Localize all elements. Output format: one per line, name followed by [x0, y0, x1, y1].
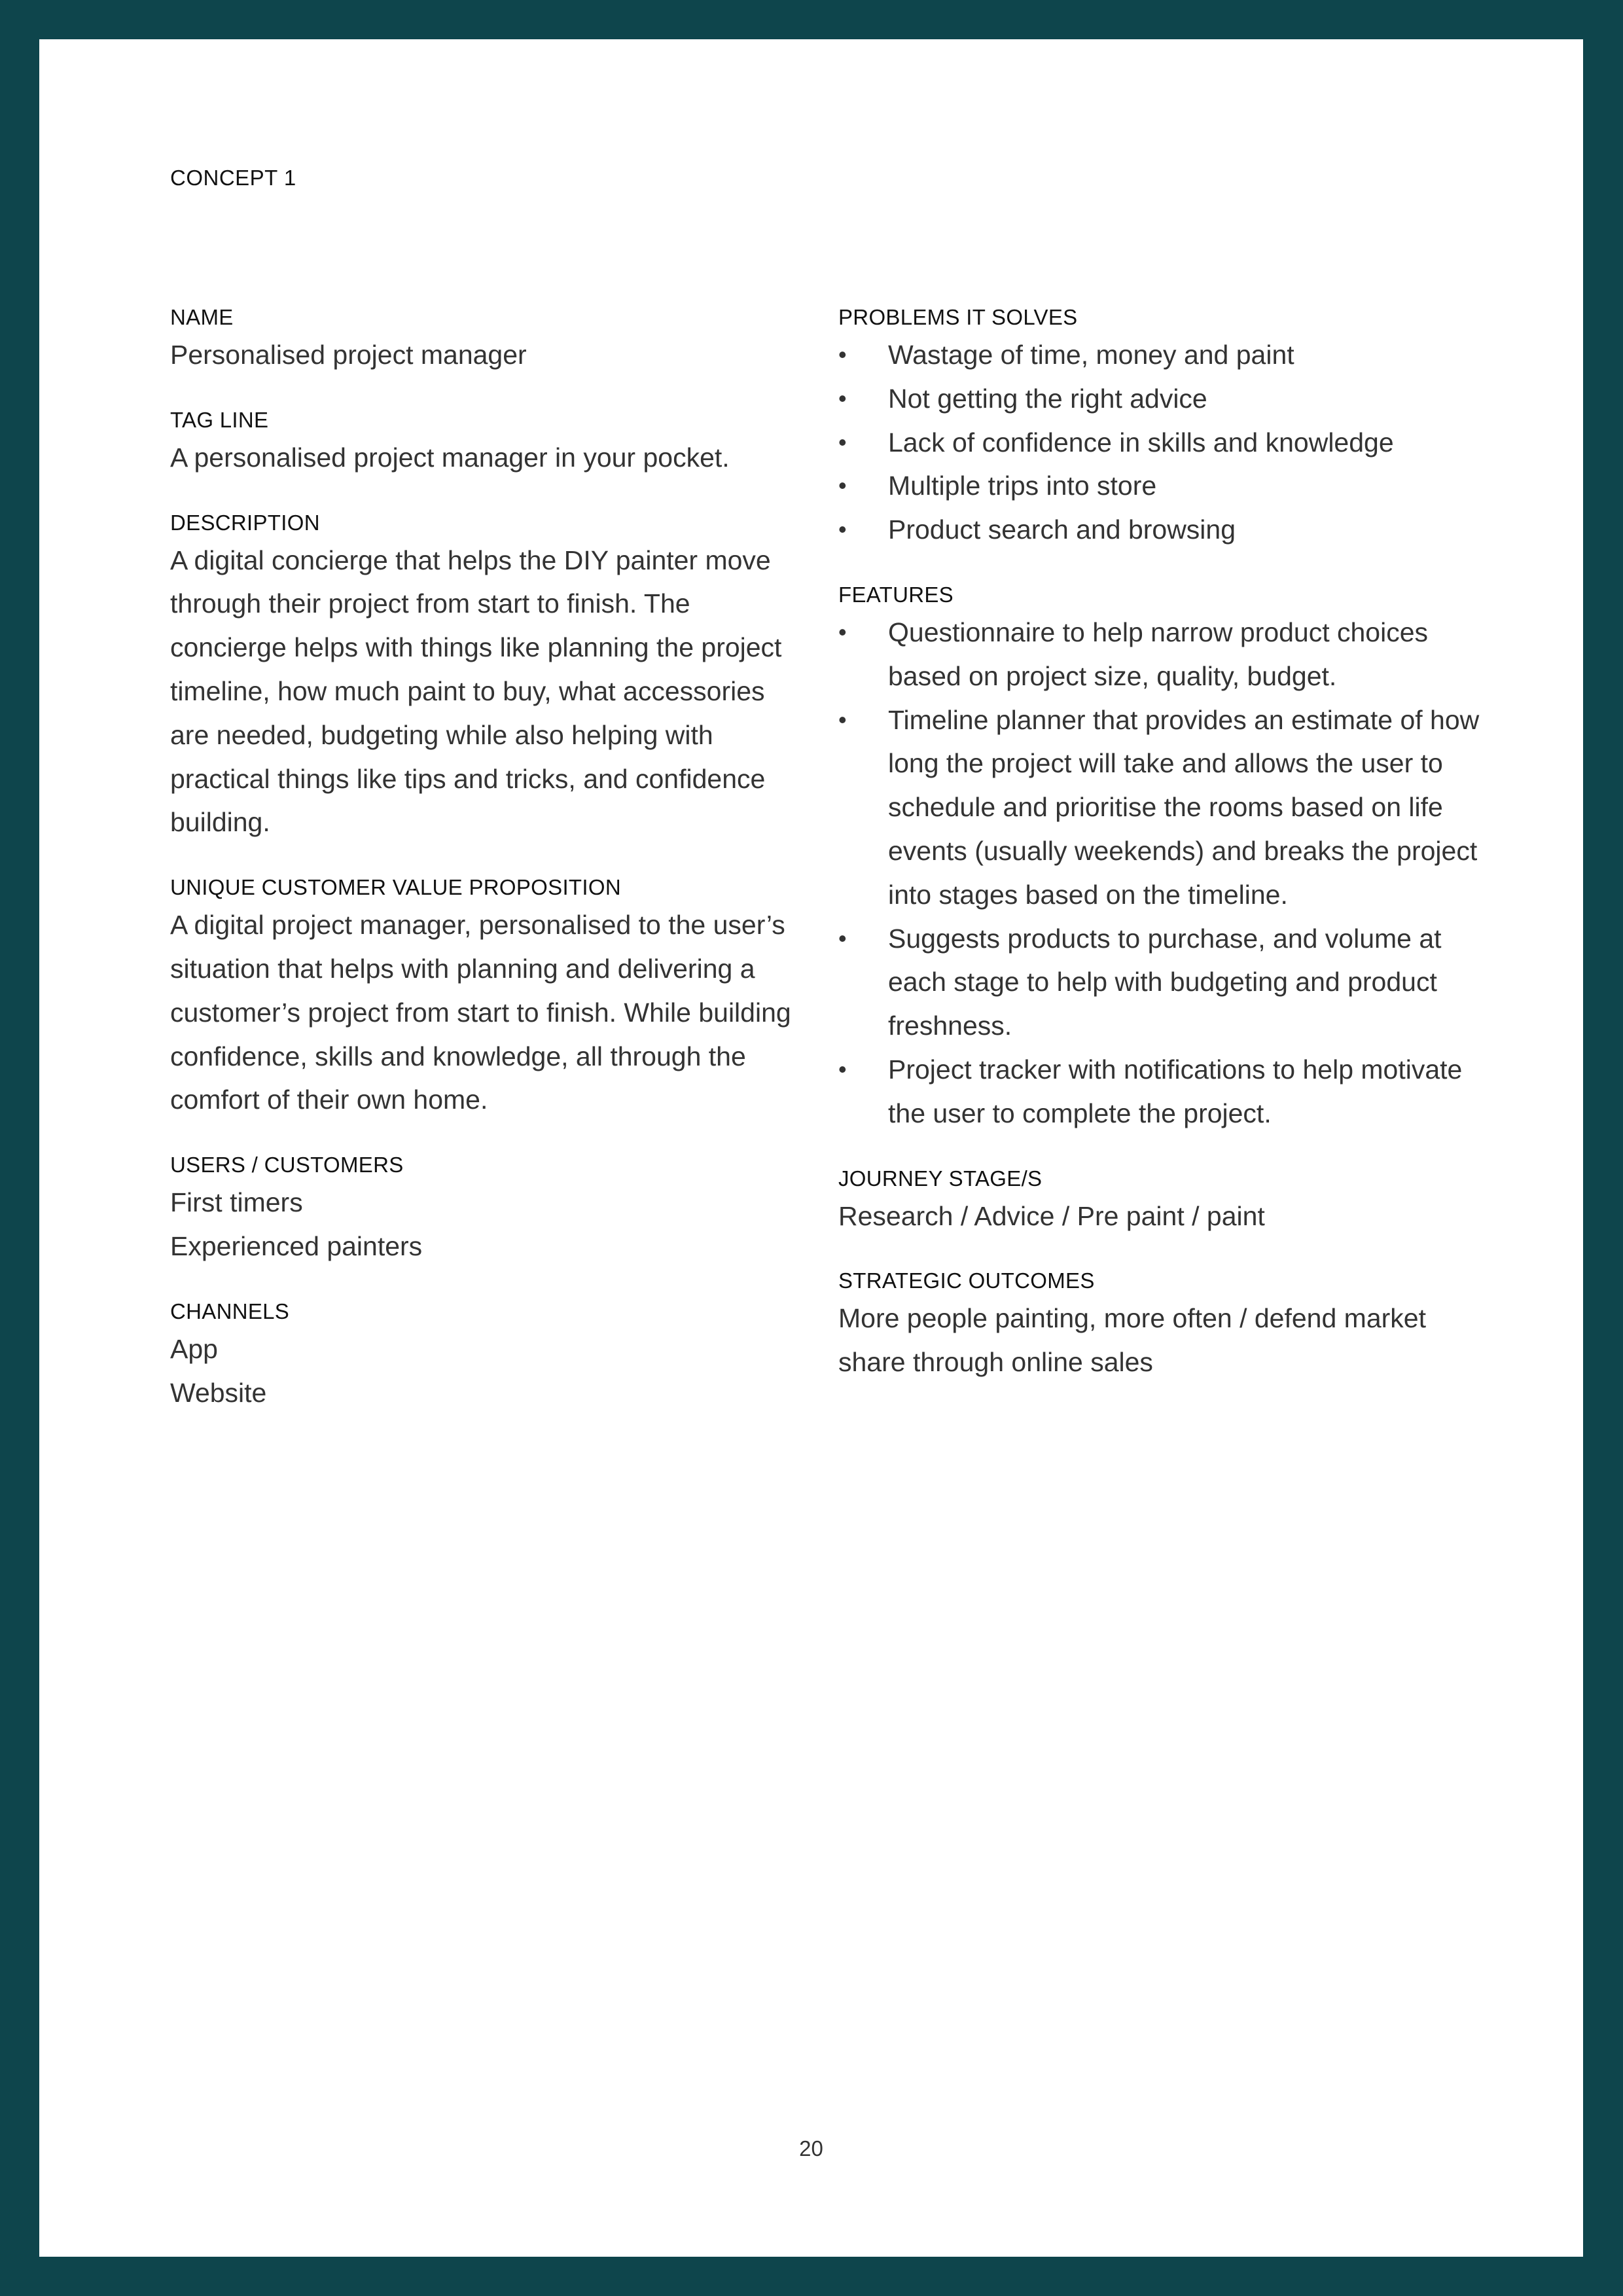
ucvp-section: [170, 874, 798, 1122]
feature-item: [838, 698, 1493, 917]
problems-list: [838, 333, 1493, 552]
problem-text: Lack of confidence in skills and knowledge: [888, 427, 1394, 457]
bullet-icon: •: [838, 341, 847, 368]
problems-heading: PROBLEMS IT SOLVES: [838, 305, 1078, 329]
channels-heading: CHANNELS: [170, 1299, 290, 1323]
journey-section: [838, 1166, 1493, 1238]
ucvp-heading: UNIQUE CUSTOMER VALUE PROPOSITION: [170, 875, 621, 900]
feature-item: [838, 917, 1493, 1048]
left-column: [170, 304, 798, 1444]
channel-item: Website: [170, 1377, 267, 1408]
users-section: [170, 1152, 798, 1268]
feature-item: [838, 611, 1493, 698]
problem-item: [838, 377, 1493, 421]
features-section: [838, 582, 1493, 1136]
features-heading: FEATURES: [838, 582, 954, 607]
feature-text: Project tracker with notifications to help motivate the user to complete the project.: [888, 1054, 1463, 1128]
bullet-icon: •: [838, 428, 847, 456]
problem-item: [838, 333, 1493, 377]
right-column: [838, 304, 1493, 1414]
bullet-icon: •: [838, 706, 847, 733]
users-heading: USERS / CUSTOMERS: [170, 1153, 404, 1177]
problem-text: Multiple trips into store: [888, 471, 1157, 501]
name-section: [170, 304, 798, 377]
channels-section: [170, 1299, 798, 1415]
bullet-icon: •: [838, 618, 847, 645]
bullet-icon: •: [838, 516, 847, 543]
feature-text: Timeline planner that provides an estimate of how long the project will take and allows the user to schedule and prioritise the rooms based on life events (usually weekends) and breaks the project into stages based on the timeline.: [888, 704, 1480, 910]
name-heading: NAME: [170, 305, 234, 329]
problem-item: [838, 421, 1493, 465]
ucvp-text: A digital project manager, personalised to the user’s situation that helps with planning and delivering a customer’s project from start to finish. While building confidence, skills and knowledge, all through the comfort of their own home.: [170, 910, 791, 1115]
tagline-section: [170, 407, 798, 480]
description-section: [170, 510, 798, 845]
problem-item: [838, 464, 1493, 508]
bullet-icon: •: [838, 924, 847, 952]
feature-text: Questionnaire to help narrow product choices based on project size, quality, budget.: [888, 617, 1429, 691]
journey-text: Research / Advice / Pre paint / paint: [838, 1200, 1265, 1231]
outcomes-section: [838, 1268, 1493, 1384]
document-page: [39, 39, 1583, 2257]
problem-text: Product search and browsing: [888, 514, 1236, 545]
outcomes-heading: STRATEGIC OUTCOMES: [838, 1268, 1095, 1293]
outcomes-text: More people painting, more often / defend market share through online sales: [838, 1303, 1426, 1378]
journey-heading: JOURNEY STAGE/S: [838, 1166, 1043, 1191]
user-item: First timers: [170, 1187, 303, 1218]
tagline-text: A personalised project manager in your pocket.: [170, 442, 730, 473]
page-number: 20: [799, 2136, 823, 2161]
bullet-icon: •: [838, 384, 847, 412]
features-list: [838, 611, 1493, 1136]
feature-text: Suggests products to purchase, and volume at each stage to help with budgeting and product freshness.: [888, 923, 1442, 1041]
description-heading: DESCRIPTION: [170, 510, 320, 535]
problem-text: Not getting the right advice: [888, 383, 1207, 414]
bullet-icon: •: [838, 472, 847, 499]
description-text: A digital concierge that helps the DIY painter move through their project from start to finish. The concierge helps with things like planning the project timeline, how much paint to buy, what accessories are needed, budgeting while also helping with practical things like tips and tricks, and confidence building.: [170, 545, 782, 838]
bullet-icon: •: [838, 1055, 847, 1083]
name-text: Personalised project manager: [170, 340, 527, 370]
problem-text: Wastage of time, money and paint: [888, 340, 1294, 370]
feature-item: [838, 1048, 1493, 1136]
problem-item: [838, 508, 1493, 552]
concept-label: CONCEPT 1: [170, 166, 296, 190]
channel-item: App: [170, 1333, 218, 1364]
tagline-heading: TAG LINE: [170, 407, 269, 432]
user-item: Experienced painters: [170, 1230, 423, 1261]
problems-section: [838, 304, 1493, 552]
